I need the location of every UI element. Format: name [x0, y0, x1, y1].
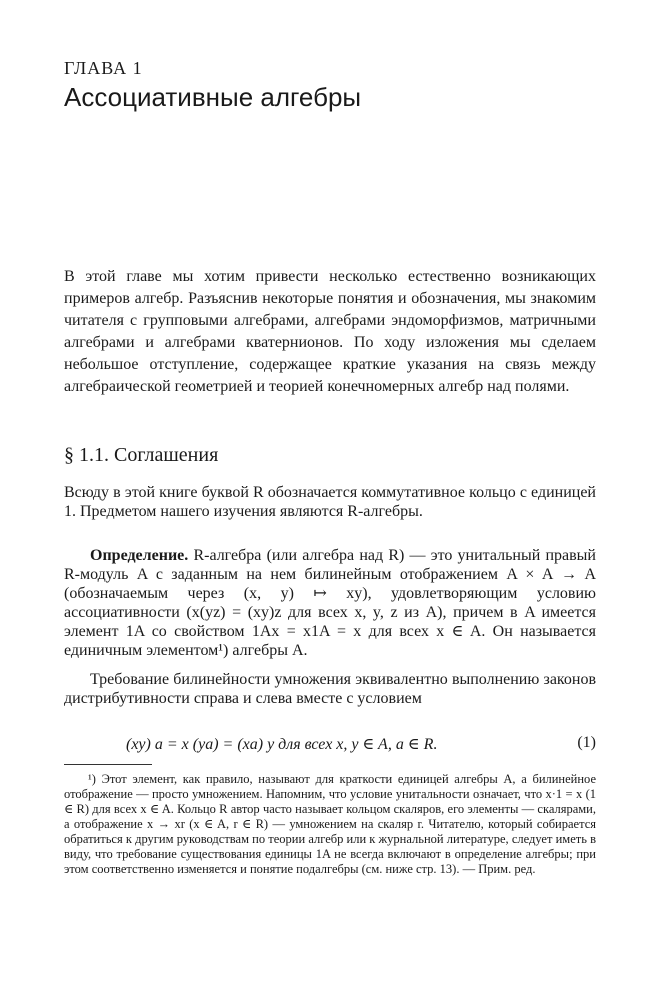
paragraph-conventions: Всюду в этой книге буквой R обозначается коммутативное кольцо с единицей 1. Предметом нашего изучения являются R-алгебры.	[64, 484, 596, 520]
footnote: ¹) Этот элемент, как правило, называют для краткости единицей алгебры A, а билинейное отображение — просто умножением. Напомним, что условие унитальности означает, что x·1 = x (1 ∈ R) для всех x ∈ A. Кольцо R автор часто называет кольцом скаляров, его элементы — скалярами, а отображение x → xr (x ∈ A, r ∈ R) — умножением на скаляр r. Читателю, который собирается обратиться к другим руководствам по теории алгебр или к журнальной литературе, следует иметь в виду, что требование существования единицы 1A не всегда включают в определение алгебры; при этом соответственно изменяется и понятие подалгебры (см. ниже стр. 13). — Прим. ред.	[64, 772, 596, 876]
chapter-title: Ассоциативные алгебры	[64, 82, 362, 112]
footnote-divider	[64, 764, 152, 765]
paragraph-bilinearity: Требование билинейности умножения эквивалентно выполнению законов дистрибутивности справа и слева вместе с условием	[64, 671, 596, 707]
formula-text: (xy) a = x (ya) = (xa) y для всех x, y ∈ A, a ∈ R.	[126, 736, 438, 753]
definition-term: Определение.	[90, 547, 189, 564]
section-title: § 1.1. Соглашения	[64, 444, 219, 466]
intro-paragraph: В этой главе мы хотим привести несколько естественно возникающих примеров алгебр. Разъяснив некоторые понятия и обозначения, мы знакомим читателя с групповыми алгебрами, алгебрами эндоморфизмов, матричными алгебрами и алгебрами кватернионов. По ходу изложения мы сделаем небольшое отступление, содержащее краткие указания на связь между алгебраической геометрией и теорией конечномерных алгебр над полями.	[64, 268, 596, 395]
chapter-label: ГЛАВА 1	[64, 58, 143, 78]
definition-text: R-алгебра (или алгебра над R) — это унитальный правый R-модуль A с заданным на нем билинейным отображением A × A → A (обозначаемым через (x, y) ↦ xy), удовлетворяющим условию ассоциативности (x(yz) = (xy)z для всех x, y, z из A), причем в A имеется элемент 1A со свойством 1Ax = x1A = x для всех x ∈ A. Он называется единичным элементом¹) алгебры A.	[64, 547, 596, 659]
formula-number: (1)	[577, 734, 596, 751]
formula-1	[126, 734, 596, 754]
paragraph-definition	[64, 546, 596, 660]
